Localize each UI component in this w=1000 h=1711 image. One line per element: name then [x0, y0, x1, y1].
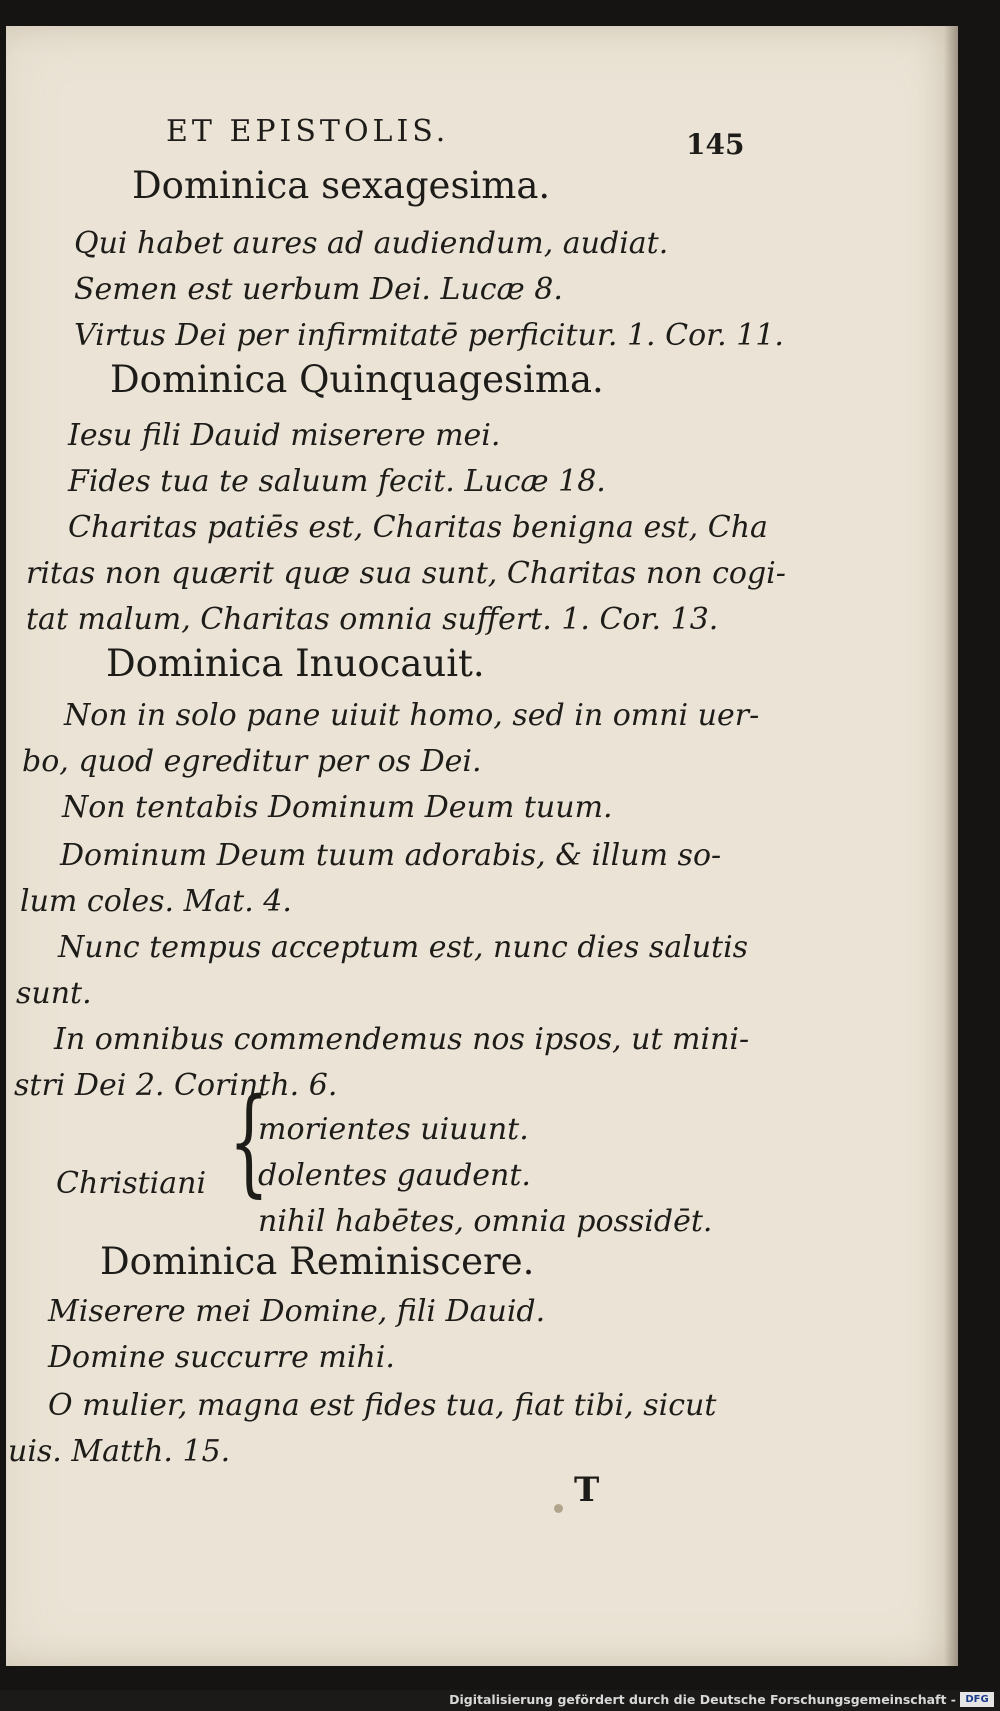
signature-mark: T — [574, 1470, 600, 1510]
brace-item: nihil habētes, omnia possidēt. — [258, 1204, 713, 1239]
brace-item: morientes uiuunt. — [258, 1112, 529, 1147]
section-title-inuocauit: Dominica Inuocauit. — [106, 642, 485, 685]
text-line: Semen est uerbum Dei. Lucæ 8. — [74, 272, 563, 307]
text-line: Iesu fili Dauid miserere mei. — [68, 418, 501, 453]
text-line: sunt. — [16, 976, 92, 1011]
text-line: In omnibus commendemus nos ipsos, ut mini- — [54, 1022, 750, 1057]
text-line: Nunc tempus acceptum est, nunc dies salutis — [58, 930, 749, 965]
brace-item: dolentes gaudent. — [258, 1158, 531, 1193]
section-title-sexagesima: Dominica sexagesima. — [132, 164, 551, 207]
text-line: O mulier, magna est fides tua, fiat tibi, sicut — [48, 1388, 717, 1423]
text-line: stri Dei 2. Corinth. 6. — [14, 1068, 338, 1103]
text-line: Non tentabis Dominum Deum tuum. — [62, 790, 613, 825]
text-line: Qui habet aures ad audiendum, audiat. — [74, 226, 669, 261]
text-line: uis. Matth. 15. — [8, 1434, 231, 1469]
page-edge-shadow — [944, 26, 958, 1666]
text-line: Non in solo pane uiuit homo, sed in omni uer- — [64, 698, 760, 733]
text-line: Charitas patiēs est, Charitas benigna est, Cha — [68, 510, 768, 545]
text-line: Miserere mei Domine, fili Dauid. — [48, 1294, 546, 1329]
page-number: 145 — [686, 128, 745, 161]
section-title-reminiscere: Dominica Reminiscere. — [100, 1240, 535, 1283]
text-line: bo, quod egreditur per os Dei. — [22, 744, 482, 779]
text-line: Domine succurre mihi. — [48, 1340, 395, 1375]
text-line: ritas non quærit quæ sua sunt, Charitas non cogi- — [26, 556, 786, 591]
text-line: Fides tua te saluum fecit. Lucæ 18. — [68, 464, 606, 499]
paper-speck — [554, 1504, 563, 1513]
text-line: Dominum Deum tuum adorabis, & illum so- — [60, 838, 722, 873]
text-line: lum coles. Mat. 4. — [20, 884, 292, 919]
brace-label: Christiani — [56, 1166, 207, 1201]
digitization-credit: Digitalisierung gefördert durch die Deutsche Forschungsgemeinschaft - — [449, 1692, 956, 1707]
curly-brace: { — [228, 1074, 270, 1209]
text-line: tat malum, Charitas omnia suffert. 1. Cor. 13. — [26, 602, 719, 637]
dfg-logo: DFG — [960, 1692, 994, 1707]
section-title-quinquagesima: Dominica Quinquagesima. — [110, 358, 604, 401]
running-header: ET EPISTOLIS. — [166, 114, 450, 149]
text-line: Virtus Dei per infirmitatē perficitur. 1. Cor. 11. — [74, 318, 784, 353]
book-page — [6, 26, 958, 1666]
